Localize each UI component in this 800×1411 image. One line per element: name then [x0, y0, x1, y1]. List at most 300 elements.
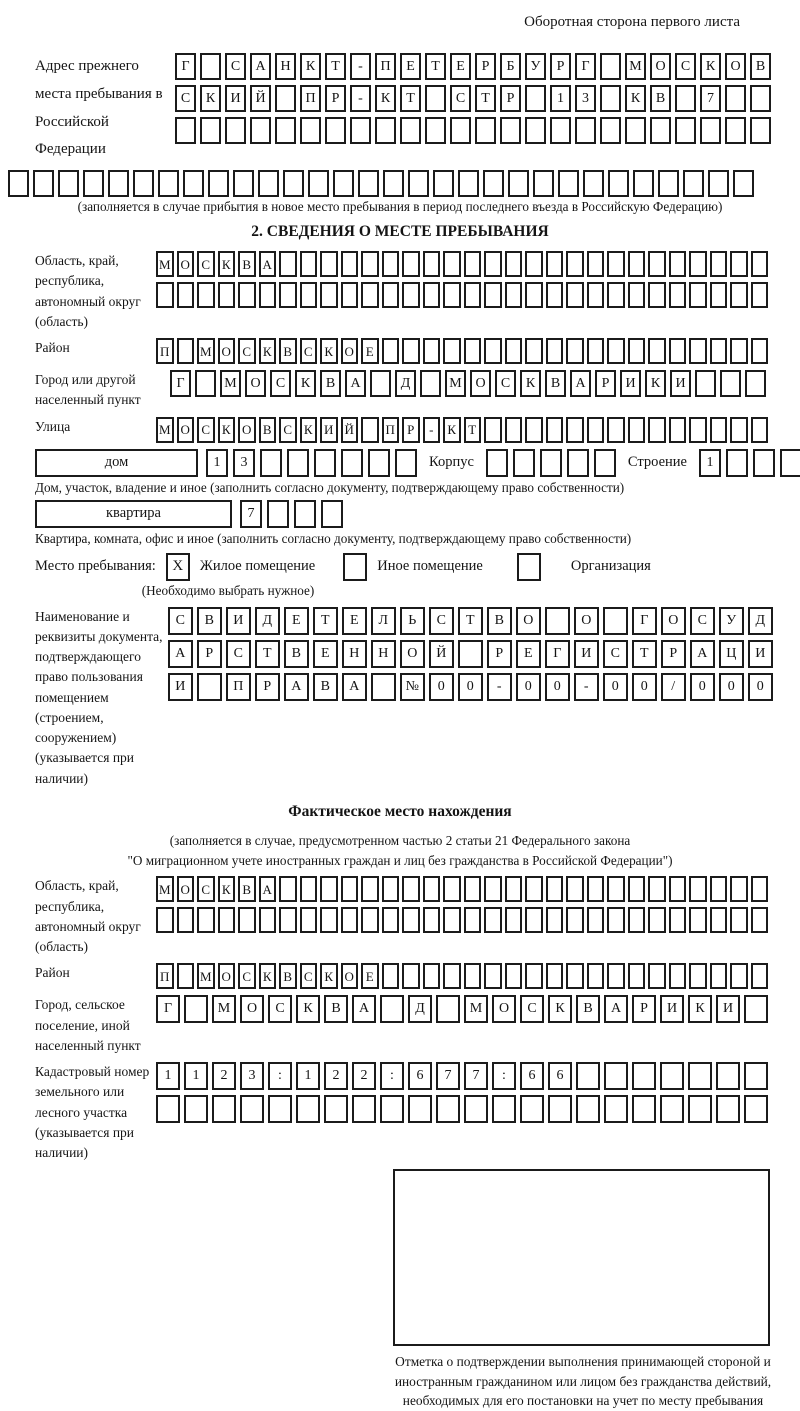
char-box[interactable] — [751, 338, 769, 364]
char-box[interactable] — [423, 963, 441, 989]
char-box[interactable] — [744, 1095, 768, 1123]
char-box[interactable] — [240, 1095, 264, 1123]
char-box[interactable] — [730, 876, 748, 902]
char-box[interactable]: 3 — [233, 449, 255, 477]
char-box[interactable] — [300, 907, 318, 933]
char-box[interactable] — [443, 338, 461, 364]
char-box[interactable] — [648, 907, 666, 933]
char-box[interactable]: О — [218, 338, 236, 364]
char-box[interactable] — [195, 370, 216, 397]
char-box[interactable] — [371, 673, 396, 701]
char-box[interactable] — [648, 876, 666, 902]
char-box[interactable] — [730, 907, 748, 933]
char-box[interactable] — [548, 1095, 572, 1123]
char-box[interactable]: 7 — [700, 85, 721, 112]
char-box[interactable] — [546, 963, 564, 989]
char-box[interactable]: С — [270, 370, 291, 397]
char-box[interactable] — [607, 338, 625, 364]
char-box[interactable] — [710, 251, 728, 277]
char-box[interactable] — [726, 449, 748, 477]
char-box[interactable] — [287, 449, 309, 477]
char-box[interactable] — [443, 963, 461, 989]
char-box[interactable] — [436, 995, 460, 1023]
char-box[interactable] — [177, 338, 195, 364]
char-box[interactable]: С — [238, 963, 256, 989]
char-box[interactable] — [505, 338, 523, 364]
char-box[interactable]: Н — [371, 640, 396, 668]
char-box[interactable] — [505, 282, 523, 308]
char-box[interactable]: Р — [255, 673, 280, 701]
char-box[interactable] — [83, 170, 104, 197]
char-box[interactable] — [587, 251, 605, 277]
char-box[interactable] — [744, 1062, 768, 1090]
char-box[interactable] — [730, 338, 748, 364]
char-box[interactable]: И — [168, 673, 193, 701]
char-box[interactable]: С — [520, 995, 544, 1023]
char-box[interactable]: К — [300, 53, 321, 80]
char-box[interactable]: 6 — [548, 1062, 572, 1090]
char-box[interactable] — [604, 1095, 628, 1123]
char-box[interactable] — [177, 907, 195, 933]
char-box[interactable] — [443, 251, 461, 277]
char-box[interactable] — [450, 117, 471, 144]
char-box[interactable]: Ь — [400, 607, 425, 635]
char-box[interactable] — [533, 170, 554, 197]
char-box[interactable] — [464, 338, 482, 364]
char-box[interactable]: А — [570, 370, 591, 397]
char-box[interactable]: К — [218, 876, 236, 902]
char-box[interactable] — [688, 1095, 712, 1123]
char-box[interactable]: Т — [400, 85, 421, 112]
char-box[interactable] — [333, 170, 354, 197]
char-box[interactable] — [576, 1095, 600, 1123]
char-box[interactable]: О — [650, 53, 671, 80]
char-box[interactable]: Д — [408, 995, 432, 1023]
char-box[interactable]: К — [548, 995, 572, 1023]
char-box[interactable] — [730, 282, 748, 308]
char-box[interactable]: Г — [156, 995, 180, 1023]
char-box[interactable] — [607, 282, 625, 308]
char-box[interactable] — [458, 640, 483, 668]
char-box[interactable] — [688, 1062, 712, 1090]
char-box[interactable] — [382, 338, 400, 364]
char-box[interactable] — [279, 282, 297, 308]
char-box[interactable]: А — [342, 673, 367, 701]
char-box[interactable] — [361, 907, 379, 933]
char-box[interactable]: 7 — [464, 1062, 488, 1090]
char-box[interactable]: А — [345, 370, 366, 397]
char-box[interactable] — [716, 1062, 740, 1090]
char-box[interactable] — [628, 963, 646, 989]
char-box[interactable]: К — [688, 995, 712, 1023]
char-box[interactable]: С — [197, 251, 215, 277]
char-box[interactable]: М — [212, 995, 236, 1023]
char-box[interactable] — [402, 251, 420, 277]
char-box[interactable] — [744, 995, 768, 1023]
char-box[interactable] — [710, 417, 728, 443]
char-box[interactable] — [279, 876, 297, 902]
char-box[interactable]: К — [218, 417, 236, 443]
char-box[interactable]: С — [429, 607, 454, 635]
char-box[interactable] — [464, 963, 482, 989]
char-box[interactable] — [294, 500, 316, 528]
char-box[interactable]: : — [268, 1062, 292, 1090]
char-box[interactable]: Е — [313, 640, 338, 668]
char-box[interactable]: 2 — [324, 1062, 348, 1090]
char-box[interactable]: Р — [197, 640, 222, 668]
char-box[interactable]: И — [320, 417, 338, 443]
char-box[interactable]: Н — [275, 53, 296, 80]
char-box[interactable]: Р — [475, 53, 496, 80]
char-box[interactable]: О — [492, 995, 516, 1023]
char-box[interactable] — [710, 876, 728, 902]
char-box[interactable] — [675, 85, 696, 112]
char-box[interactable]: А — [284, 673, 309, 701]
char-box[interactable] — [382, 282, 400, 308]
char-box[interactable]: Е — [284, 607, 309, 635]
char-box[interactable]: Д — [748, 607, 773, 635]
char-box[interactable] — [546, 907, 564, 933]
char-box[interactable]: Р — [402, 417, 420, 443]
char-box[interactable]: А — [259, 251, 277, 277]
char-box[interactable]: К — [320, 963, 338, 989]
char-box[interactable] — [648, 417, 666, 443]
char-box[interactable] — [583, 170, 604, 197]
char-box[interactable]: Д — [255, 607, 280, 635]
char-box[interactable]: В — [324, 995, 348, 1023]
char-box[interactable] — [475, 117, 496, 144]
char-box[interactable]: 6 — [408, 1062, 432, 1090]
char-box[interactable] — [352, 1095, 376, 1123]
char-box[interactable] — [669, 907, 687, 933]
char-box[interactable]: С — [495, 370, 516, 397]
char-box[interactable] — [458, 170, 479, 197]
char-box[interactable] — [58, 170, 79, 197]
char-box[interactable]: В — [279, 338, 297, 364]
char-box[interactable] — [443, 282, 461, 308]
char-box[interactable] — [197, 282, 215, 308]
char-box[interactable] — [725, 85, 746, 112]
char-box[interactable] — [341, 282, 359, 308]
char-box[interactable]: Р — [632, 995, 656, 1023]
char-box[interactable] — [383, 170, 404, 197]
char-box[interactable]: О — [516, 607, 541, 635]
char-box[interactable] — [607, 417, 625, 443]
char-box[interactable] — [600, 53, 621, 80]
char-box[interactable] — [594, 449, 616, 477]
char-box[interactable] — [558, 170, 579, 197]
char-box[interactable]: Й — [341, 417, 359, 443]
char-box[interactable] — [484, 907, 502, 933]
char-box[interactable] — [730, 417, 748, 443]
char-box[interactable] — [361, 876, 379, 902]
char-box[interactable] — [259, 282, 277, 308]
char-box[interactable] — [550, 117, 571, 144]
char-box[interactable]: В — [545, 370, 566, 397]
char-box[interactable]: С — [238, 338, 256, 364]
char-box[interactable] — [433, 170, 454, 197]
char-box[interactable] — [689, 963, 707, 989]
char-box[interactable] — [259, 907, 277, 933]
char-box[interactable] — [650, 117, 671, 144]
char-box[interactable] — [575, 117, 596, 144]
char-box[interactable] — [408, 170, 429, 197]
char-box[interactable] — [200, 117, 221, 144]
char-box[interactable] — [628, 338, 646, 364]
char-box[interactable] — [382, 963, 400, 989]
char-box[interactable] — [576, 1062, 600, 1090]
char-box[interactable]: О — [177, 876, 195, 902]
char-box[interactable]: В — [650, 85, 671, 112]
char-box[interactable]: 0 — [632, 673, 657, 701]
char-box[interactable] — [225, 117, 246, 144]
char-box[interactable]: М — [220, 370, 241, 397]
char-box[interactable] — [710, 282, 728, 308]
char-box[interactable]: С — [279, 417, 297, 443]
char-box[interactable]: Н — [342, 640, 367, 668]
char-box[interactable]: В — [259, 417, 277, 443]
char-box[interactable] — [716, 1095, 740, 1123]
char-box[interactable] — [587, 963, 605, 989]
char-box[interactable]: С — [197, 876, 215, 902]
char-box[interactable] — [566, 417, 584, 443]
mesto-checkbox-zhiloe[interactable]: X — [166, 553, 190, 581]
char-box[interactable]: П — [375, 53, 396, 80]
char-box[interactable]: 0 — [603, 673, 628, 701]
char-box[interactable]: К — [320, 338, 338, 364]
char-box[interactable] — [308, 170, 329, 197]
char-box[interactable]: Й — [429, 640, 454, 668]
char-box[interactable] — [320, 251, 338, 277]
char-box[interactable]: Ц — [719, 640, 744, 668]
char-box[interactable]: Е — [516, 640, 541, 668]
char-box[interactable] — [380, 995, 404, 1023]
char-box[interactable] — [177, 282, 195, 308]
char-box[interactable] — [648, 338, 666, 364]
char-box[interactable] — [464, 251, 482, 277]
char-box[interactable]: О — [470, 370, 491, 397]
char-box[interactable] — [633, 170, 654, 197]
char-box[interactable] — [648, 963, 666, 989]
char-box[interactable] — [408, 1095, 432, 1123]
char-box[interactable]: Е — [342, 607, 367, 635]
char-box[interactable]: П — [382, 417, 400, 443]
char-box[interactable] — [484, 876, 502, 902]
char-box[interactable] — [725, 117, 746, 144]
char-box[interactable]: И — [670, 370, 691, 397]
char-box[interactable] — [669, 251, 687, 277]
char-box[interactable]: С — [197, 417, 215, 443]
char-box[interactable] — [540, 449, 562, 477]
char-box[interactable] — [464, 282, 482, 308]
char-box[interactable] — [108, 170, 129, 197]
char-box[interactable] — [275, 117, 296, 144]
char-box[interactable] — [368, 449, 390, 477]
char-box[interactable]: 1 — [550, 85, 571, 112]
char-box[interactable] — [183, 170, 204, 197]
char-box[interactable]: 0 — [429, 673, 454, 701]
char-box[interactable]: К — [259, 963, 277, 989]
char-box[interactable]: О — [341, 338, 359, 364]
char-box[interactable]: Г — [170, 370, 191, 397]
char-box[interactable]: 0 — [516, 673, 541, 701]
char-box[interactable] — [587, 282, 605, 308]
char-box[interactable]: К — [520, 370, 541, 397]
char-box[interactable] — [566, 282, 584, 308]
char-box[interactable]: О — [218, 963, 236, 989]
char-box[interactable] — [402, 282, 420, 308]
char-box[interactable]: 7 — [240, 500, 262, 528]
char-box[interactable]: К — [700, 53, 721, 80]
char-box[interactable] — [546, 417, 564, 443]
char-box[interactable] — [689, 251, 707, 277]
char-box[interactable]: О — [245, 370, 266, 397]
char-box[interactable]: 0 — [545, 673, 570, 701]
char-box[interactable] — [158, 170, 179, 197]
char-box[interactable] — [464, 1095, 488, 1123]
char-box[interactable] — [133, 170, 154, 197]
char-box[interactable] — [566, 907, 584, 933]
char-box[interactable]: Г — [575, 53, 596, 80]
char-box[interactable]: Р — [550, 53, 571, 80]
char-box[interactable] — [546, 876, 564, 902]
char-box[interactable] — [505, 876, 523, 902]
char-box[interactable]: В — [279, 963, 297, 989]
char-box[interactable]: - — [574, 673, 599, 701]
char-box[interactable] — [658, 170, 679, 197]
char-box[interactable]: Г — [545, 640, 570, 668]
char-box[interactable] — [669, 876, 687, 902]
char-box[interactable] — [238, 907, 256, 933]
char-box[interactable]: Р — [595, 370, 616, 397]
char-box[interactable] — [566, 876, 584, 902]
char-box[interactable] — [197, 907, 215, 933]
char-box[interactable]: М — [445, 370, 466, 397]
char-box[interactable]: О — [240, 995, 264, 1023]
char-box[interactable] — [320, 876, 338, 902]
char-box[interactable]: Д — [395, 370, 416, 397]
char-box[interactable]: А — [690, 640, 715, 668]
char-box[interactable] — [689, 338, 707, 364]
char-box[interactable] — [669, 338, 687, 364]
char-box[interactable]: 1 — [156, 1062, 180, 1090]
mesto-checkbox-inoe[interactable] — [343, 553, 367, 581]
char-box[interactable] — [675, 117, 696, 144]
char-box[interactable]: И — [225, 85, 246, 112]
char-box[interactable] — [492, 1095, 516, 1123]
char-box[interactable]: 2 — [212, 1062, 236, 1090]
char-box[interactable] — [500, 117, 521, 144]
char-box[interactable]: Т — [425, 53, 446, 80]
char-box[interactable] — [324, 1095, 348, 1123]
char-box[interactable] — [425, 85, 446, 112]
char-box[interactable] — [464, 876, 482, 902]
char-box[interactable] — [184, 1095, 208, 1123]
char-box[interactable] — [279, 907, 297, 933]
char-box[interactable] — [632, 1062, 656, 1090]
char-box[interactable] — [751, 907, 769, 933]
char-box[interactable] — [425, 117, 446, 144]
char-box[interactable]: А — [352, 995, 376, 1023]
char-box[interactable]: С — [168, 607, 193, 635]
char-box[interactable] — [420, 370, 441, 397]
char-box[interactable] — [382, 876, 400, 902]
char-box[interactable] — [708, 170, 729, 197]
char-box[interactable] — [300, 282, 318, 308]
char-box[interactable] — [358, 170, 379, 197]
char-box[interactable] — [700, 117, 721, 144]
char-box[interactable]: 0 — [748, 673, 773, 701]
char-box[interactable] — [604, 1062, 628, 1090]
char-box[interactable] — [483, 170, 504, 197]
char-box[interactable] — [296, 1095, 320, 1123]
char-box[interactable]: 2 — [352, 1062, 376, 1090]
char-box[interactable]: М — [197, 338, 215, 364]
char-box[interactable] — [184, 995, 208, 1023]
char-box[interactable] — [484, 251, 502, 277]
char-box[interactable]: М — [197, 963, 215, 989]
char-box[interactable]: К — [645, 370, 666, 397]
char-box[interactable] — [208, 170, 229, 197]
char-box[interactable]: В — [238, 876, 256, 902]
char-box[interactable]: С — [225, 53, 246, 80]
char-box[interactable] — [197, 673, 222, 701]
char-box[interactable] — [695, 370, 716, 397]
char-box[interactable] — [587, 907, 605, 933]
char-box[interactable] — [683, 170, 704, 197]
char-box[interactable] — [566, 338, 584, 364]
char-box[interactable] — [525, 85, 546, 112]
char-box[interactable]: Р — [661, 640, 686, 668]
char-box[interactable] — [750, 117, 771, 144]
char-box[interactable] — [361, 417, 379, 443]
char-box[interactable]: 6 — [520, 1062, 544, 1090]
char-box[interactable] — [283, 170, 304, 197]
char-box[interactable] — [546, 282, 564, 308]
char-box[interactable]: Л — [371, 607, 396, 635]
char-box[interactable] — [423, 251, 441, 277]
char-box[interactable] — [546, 251, 564, 277]
char-box[interactable]: Б — [500, 53, 521, 80]
char-box[interactable]: О — [725, 53, 746, 80]
char-box[interactable]: - — [487, 673, 512, 701]
char-box[interactable]: 3 — [240, 1062, 264, 1090]
char-box[interactable]: И — [226, 607, 251, 635]
char-box[interactable]: Т — [255, 640, 280, 668]
char-box[interactable] — [525, 417, 543, 443]
char-box[interactable]: : — [380, 1062, 404, 1090]
char-box[interactable]: К — [259, 338, 277, 364]
char-box[interactable] — [628, 417, 646, 443]
char-box[interactable]: Р — [500, 85, 521, 112]
char-box[interactable]: О — [574, 607, 599, 635]
char-box[interactable]: С — [175, 85, 196, 112]
char-box[interactable] — [720, 370, 741, 397]
char-box[interactable] — [380, 1095, 404, 1123]
char-box[interactable] — [443, 876, 461, 902]
char-box[interactable]: № — [400, 673, 425, 701]
char-box[interactable] — [370, 370, 391, 397]
char-box[interactable]: В — [197, 607, 222, 635]
char-box[interactable]: И — [748, 640, 773, 668]
char-box[interactable] — [275, 85, 296, 112]
mesto-checkbox-org[interactable] — [517, 553, 541, 581]
char-box[interactable] — [341, 449, 363, 477]
char-box[interactable] — [525, 117, 546, 144]
char-box[interactable] — [212, 1095, 236, 1123]
char-box[interactable] — [567, 449, 589, 477]
char-box[interactable] — [730, 963, 748, 989]
